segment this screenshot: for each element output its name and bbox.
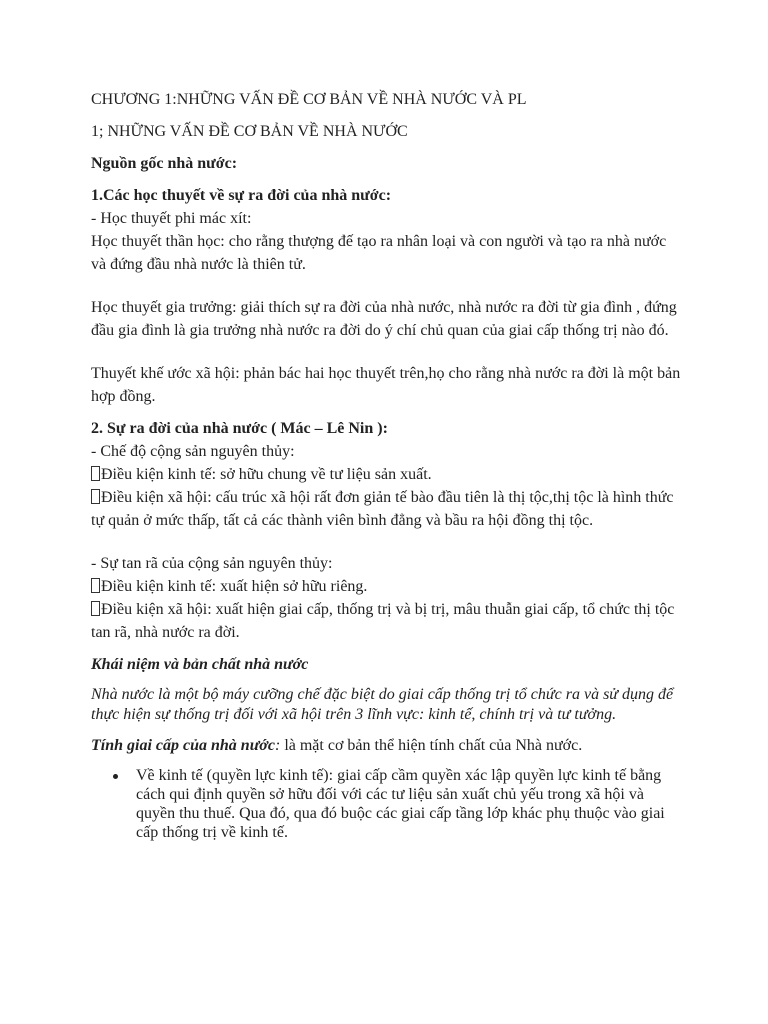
concept-text: Nhà nước là một bộ máy cưỡng chế đặc biệt do giai cấp thống trị tổ chức ra và sử dụng để thực hiện sự thống trị đối với xã hội trên 3 lĩnh vực: kinh tế, chính trị và tư tưởng. bbox=[91, 686, 674, 723]
bullet-dot-icon bbox=[113, 774, 118, 779]
collapse-social-item bbox=[91, 598, 681, 644]
class-nature-colon: : bbox=[274, 737, 281, 754]
marxist-heading: 2. Sự ra đời của nhà nước ( Mác – Lê Nin ): bbox=[91, 420, 388, 437]
bullet-text: Về kinh tế (quyền lực kinh tế): giai cấp cầm quyền xác lập quyền lực kinh tế bằng cách qui định quyền sở hữu đối với các tư liệu sản xuất chủ yếu trong xã hội và quyền thu thuế. Qua đó, qua đó buộc các giai cấp tầng lớp khác phụ thuộc vào giai cấp thống trị về kinh tế. bbox=[136, 767, 665, 841]
concept-heading: Khái niệm và bản chất nhà nước bbox=[91, 656, 309, 673]
collapse-economic-text: Điều kiện kinh tế: xuất hiện sở hữu riêng. bbox=[101, 578, 368, 595]
primitive-social-item bbox=[91, 486, 681, 532]
collapse-line: - Sự tan rã của cộng sản nguyên thủy: bbox=[91, 555, 333, 572]
missing-glyph-box-icon bbox=[91, 601, 100, 616]
collapse-social-text: Điều kiện xã hội: xuất hiện giai cấp, thống trị và bị trị, mâu thuẫn giai cấp, tổ chức thị tộc tan rã, nhà nước ra đời. bbox=[91, 601, 675, 641]
missing-glyph-box-icon bbox=[91, 489, 100, 504]
class-nature-text: là mặt cơ bản thể hiện tính chất của Nhà nước. bbox=[280, 737, 583, 754]
chapter-title: CHƯƠNG 1:NHỮNG VẤN ĐỀ CƠ BẢN VỀ NHÀ NƯỚC VÀ PL bbox=[91, 91, 527, 108]
non-marxist-line: - Học thuyết phi mác xít: bbox=[91, 210, 252, 227]
class-nature-label: Tính giai cấp của nhà nước bbox=[91, 737, 275, 754]
missing-glyph-box-icon bbox=[91, 466, 100, 481]
origin-heading: Nguồn gốc nhà nước: bbox=[91, 155, 238, 172]
document-page bbox=[91, 88, 681, 842]
class-nature-paragraph bbox=[91, 734, 681, 757]
theories-heading: 1.Các học thuyết về sự ra đời của nhà nước: bbox=[91, 187, 392, 204]
primitive-line: - Chế độ cộng sản nguyên thủy: bbox=[91, 443, 295, 460]
section-title: 1; NHỮNG VẤN ĐỀ CƠ BẢN VỀ NHÀ NƯỚC bbox=[91, 123, 408, 140]
primitive-economic-item bbox=[91, 463, 681, 486]
patriarchal-theory: Học thuyết gia trưởng: giải thích sự ra đời của nhà nước, nhà nước ra đời từ gia đình , đứng đầu gia đình là gia trưởng nhà nước ra đời do ý chí chủ quan của giai cấp thống trị nào đó. bbox=[91, 299, 677, 339]
bullet-list bbox=[91, 766, 681, 842]
primitive-social-text: Điều kiện xã hội: cấu trúc xã hội rất đơn giản tế bào đầu tiên là thị tộc,thị tộc là hình thức tự quản ở mức thấp, tất cả các thành viên bình đẳng và bầu ra hội đồng thị tộc. bbox=[91, 489, 674, 529]
list-item bbox=[91, 766, 681, 842]
social-contract-theory: Thuyết khế ước xã hội: phản bác hai học thuyết trên,họ cho rằng nhà nước ra đời là một bản hợp đồng. bbox=[91, 365, 681, 405]
theocratic-theory: Học thuyết thần học: cho rằng thượng đế tạo ra nhân loại và con người và tạo ra nhà nước và đứng đầu nhà nước là thiên tử. bbox=[91, 233, 667, 273]
collapse-economic-item bbox=[91, 575, 681, 598]
primitive-economic-text: Điều kiện kinh tế: sở hữu chung về tư liệu sản xuất. bbox=[101, 466, 432, 483]
missing-glyph-box-icon bbox=[91, 578, 100, 593]
